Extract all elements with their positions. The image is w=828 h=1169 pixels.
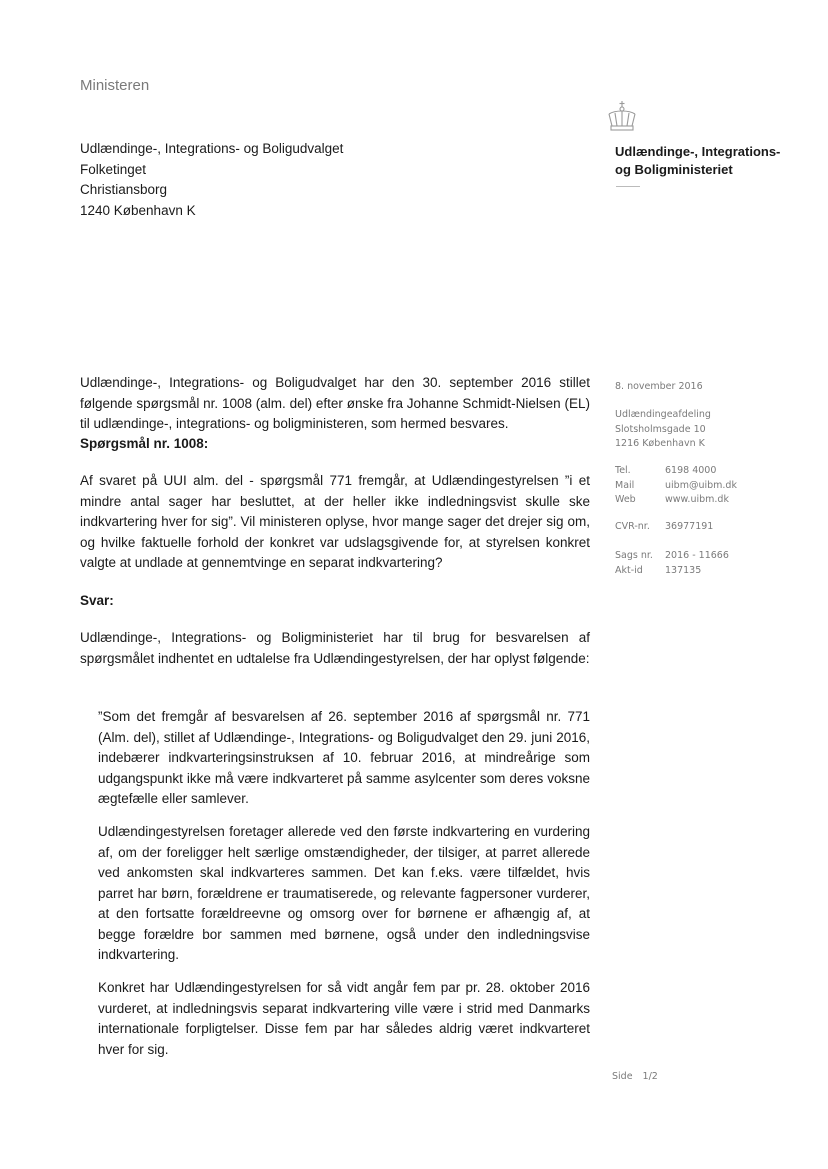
- case-row: [615, 549, 729, 564]
- cvr-label: CVR-nr.: [615, 521, 650, 532]
- case-value: 2016 - 11666: [665, 550, 729, 561]
- case-row: [615, 564, 729, 579]
- case-label: Akt-id: [615, 564, 643, 576]
- contact-label: Web: [615, 494, 636, 505]
- contact-row: [615, 464, 737, 479]
- contact-row: [615, 479, 737, 494]
- contact-value: 6198 4000: [665, 465, 717, 476]
- question-heading: Spørgsmål nr. 1008:: [80, 436, 209, 451]
- answer-intro-paragraph: Udlændinge-, Integrations- og Boligministeriet har til brug for besvarelsen af spørgsmålet indhentet en udtalelse fra Udlændingestyrelsen, der har oplyst følgende:: [80, 630, 590, 666]
- recipient-line: Folketinget: [80, 161, 147, 177]
- contact-value: www.uibm.dk: [665, 494, 729, 505]
- cvr-value: 36977191: [665, 521, 714, 532]
- contact-info: [615, 464, 737, 508]
- cvr-row: [615, 520, 713, 535]
- ministry-name-line: og Boligministeriet: [615, 162, 733, 177]
- recipient-line: 1240 København K: [80, 202, 196, 218]
- quote-paragraph: Konkret har Udlændingestyrelsen for så vidt angår fem par pr. 28. oktober 2016 vurderet, at indledningsvis separat indkvartering ville være i strid med Danmarks internationale forpligtelser. Disse fem par har således aldrig været indkvarteret hver for sig.: [98, 980, 590, 1057]
- contact-value: uibm@uibm.dk: [665, 479, 737, 491]
- letter-date: 8. november 2016: [615, 381, 703, 392]
- case-value: 137135: [665, 564, 702, 576]
- question-paragraph: Af svaret på UUI alm. del - spørgsmål 771 fremgår, at Udlændingestyrelsen ”i et mindre antal sager har besluttet, at der heller ikke indledningsvist skulle ske indkvartering hver for sig”. Vil ministeren oplyse, hvor mange sager det drejer sig om, og hvilke faktuelle forhold der konkret var udslagsgivende for, at styrelsen konkret valgte at undlade at gennemtvinge en separat indkvartering?: [80, 473, 590, 570]
- quote-paragraph: ”Som det fremgår af besvarelsen af 26. september 2016 af spørgsmål nr. 771 (Alm. del), stillet af Udlændinge-, Integrations- og Boligudvalget den 29. juni 2016, indebærer indkvarteringsinstruksen af 10. februar 2016, at mindreårige som udgangspunkt ikke må være indkvarteret på samme asylcenter som deres voksne ægtefælle eller samlever.: [98, 709, 590, 806]
- case-info: [615, 549, 729, 578]
- city: 1216 København K: [615, 438, 705, 449]
- page-indicator: [612, 1071, 658, 1082]
- page-number: 1/2: [642, 1071, 658, 1082]
- ministry-divider: [616, 186, 640, 187]
- street: Slotsholmsgade 10: [615, 423, 706, 435]
- answer-heading: Svar:: [80, 593, 114, 608]
- case-label: Sags nr.: [615, 550, 653, 561]
- intro-paragraph: Udlændinge-, Integrations- og Boligudvalget har den 30. september 2016 stillet følgende spørgsmål nr. 1008 (alm. del) efter ønske fra Johanne Schmidt-Nielsen (EL) til udlændinge-, integrations- og boligministeren, som hermed besvares.: [80, 375, 590, 431]
- crown-icon: [605, 100, 639, 132]
- ministry-name-line: Udlændinge-, Integrations-: [615, 144, 781, 159]
- sender-address: [615, 408, 711, 452]
- sender-title: Ministeren: [80, 77, 150, 94]
- quote-paragraph: Udlændingestyrelsen foretager allerede ved den første indkvartering en vurdering af, om der foreligger helt særlige omstændigheder, der tilsiger, at parret allerede ved ankomsten skal indkvarteres sammen. Det kan f.eks. være tilfældet, hvis parret har børn, forældrene er traumatiserede, og relevante fagpersoner vurderer, at den fortsatte forældreevne og omsorg over for børnene er afhængig af, at begge forældre bor sammen med børnene, også under den indledningsvise indkvartering.: [98, 824, 590, 962]
- department: Udlændingeafdeling: [615, 409, 711, 420]
- recipient-line: Udlændinge-, Integrations- og Boligudvalget: [80, 141, 344, 156]
- ministry-name: [615, 143, 780, 179]
- recipient-line: Christiansborg: [80, 182, 168, 197]
- contact-label: Tel.: [615, 465, 631, 476]
- contact-label: Mail: [615, 479, 635, 491]
- contact-row: [615, 493, 737, 508]
- recipient-address: [80, 139, 343, 221]
- page-label: Side: [612, 1071, 633, 1082]
